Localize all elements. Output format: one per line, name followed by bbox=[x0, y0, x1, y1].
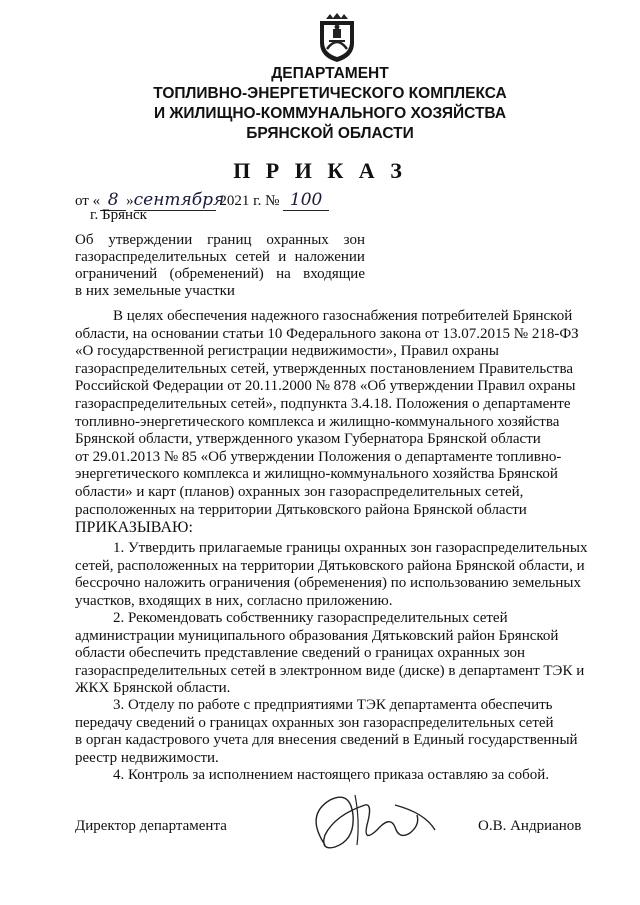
item-line: в орган кадастрового учета для внесения сведений в Единый государственный bbox=[75, 732, 578, 749]
org-line: ДЕПАРТАМЕНТ bbox=[271, 65, 389, 82]
preamble-line: газораспределительных сетей, утвержденных постановлением Правительства bbox=[75, 360, 573, 377]
date-month: сентября bbox=[133, 190, 225, 210]
item-line: 4. Контроль за исполнением настоящего приказа оставляю за собой. bbox=[113, 767, 550, 783]
subject-line: Об утверждении границ охранных зон bbox=[75, 232, 365, 248]
item-line: 2. Рекомендовать собственнику газораспределительных сетей bbox=[113, 610, 508, 626]
signatory-position: Директор департамента bbox=[75, 818, 227, 834]
order-subject bbox=[75, 232, 365, 300]
city: г. Брянск bbox=[90, 207, 147, 223]
preamble-line: энергетического комплекса и жилищно-коммунального хозяйства Брянской bbox=[75, 466, 558, 483]
item-line: ЖКХ Брянской области. bbox=[75, 680, 231, 697]
preamble-line: расположенных на территории Дятьковского района Брянской области bbox=[75, 501, 527, 518]
item-line: 3. Отделу по работе с предприятиями ТЭК департамента обеспечить bbox=[113, 697, 553, 713]
item-line: администрации муниципального образования Дятьковский район Брянской bbox=[75, 627, 559, 644]
item-line: передачу сведений о границах охранных зон газораспределительных сетей bbox=[75, 714, 554, 731]
preamble-line: газораспределительных сетей», подпункта 3.4.18. Положения о департаменте bbox=[75, 395, 571, 412]
preamble-line: топливно-энергетического комплекса и жилищно-коммунального хозяйства bbox=[75, 413, 560, 430]
order-item-2 bbox=[75, 610, 598, 698]
org-line: И ЖИЛИЩНО-КОММУНАЛЬНОГО ХОЗЯЙСТВА bbox=[153, 105, 507, 122]
item-line: газораспределительных сетей в электронном виде (диске) в департамент ТЭК и bbox=[75, 662, 585, 679]
preamble-line: Российской Федерации от 20.11.2000 № 878 «Об утверждении Правил охраны bbox=[75, 378, 576, 395]
date-day: 8 bbox=[100, 190, 126, 211]
item-line: области обеспечить представление сведений о границах охранных зон bbox=[75, 645, 526, 662]
preamble-line: области, на основании статьи 10 Федерального закона от 13.07.2015 № 218-ФЗ bbox=[75, 325, 579, 342]
item-line: 1. Утвердить прилагаемые границы охранных зон газораспределительных bbox=[113, 540, 588, 556]
document-title: П Р И К А З bbox=[233, 158, 407, 183]
order-number: 100 bbox=[283, 190, 329, 211]
item-line: участков, входящих в них, согласно приложению. bbox=[75, 592, 393, 609]
order-word: ПРИКАЗЫВАЮ: bbox=[75, 519, 193, 537]
subject-line: ограничений (обременений) на входящие bbox=[75, 266, 365, 282]
organization-heading bbox=[60, 64, 600, 144]
date-year: 2021 г. bbox=[219, 193, 262, 209]
coat-of-arms-emblem bbox=[318, 13, 356, 63]
preamble-line: от 29.01.2013 № 85 «Об утверждении Положения о департаменте топливно- bbox=[75, 448, 562, 465]
org-line: БРЯНСКОЙ ОБЛАСТИ bbox=[246, 125, 414, 142]
item-line: реестр недвижимости. bbox=[75, 749, 219, 766]
date-mid: » bbox=[126, 193, 134, 209]
preamble-line: Брянской области, утвержденного указом Губернатора Брянской области bbox=[75, 431, 541, 448]
order-item-3 bbox=[75, 697, 598, 767]
date-prefix: от « bbox=[75, 193, 101, 209]
order-item-1 bbox=[75, 540, 598, 610]
item-line: бессрочно наложить ограничения (обременения) по использованию земельных bbox=[75, 575, 581, 592]
subject-line: в них земельные участки bbox=[75, 283, 235, 299]
signatory-name: О.В. Андрианов bbox=[478, 818, 582, 834]
order-item-4 bbox=[75, 767, 598, 785]
preamble-line: «О государственной регистрации недвижимости», Правил охраны bbox=[75, 343, 499, 360]
preamble-line: В целях обеспечения надежного газоснабжения потребителей Брянской bbox=[113, 308, 573, 324]
preamble bbox=[75, 308, 598, 537]
item-line: сетей, расположенных на территории Дятьковского района Брянской области, и bbox=[75, 557, 585, 574]
subject-line: газораспределительных сетей и наложении bbox=[75, 249, 365, 265]
org-line: ТОПЛИВНО-ЭНЕРГЕТИЧЕСКОГО КОМПЛЕКСА bbox=[153, 85, 507, 102]
number-label: № bbox=[265, 193, 280, 209]
preamble-line: области» и карт (планов) охранных зон газораспределительных сетей, bbox=[75, 483, 524, 500]
handwritten-signature bbox=[295, 785, 445, 860]
